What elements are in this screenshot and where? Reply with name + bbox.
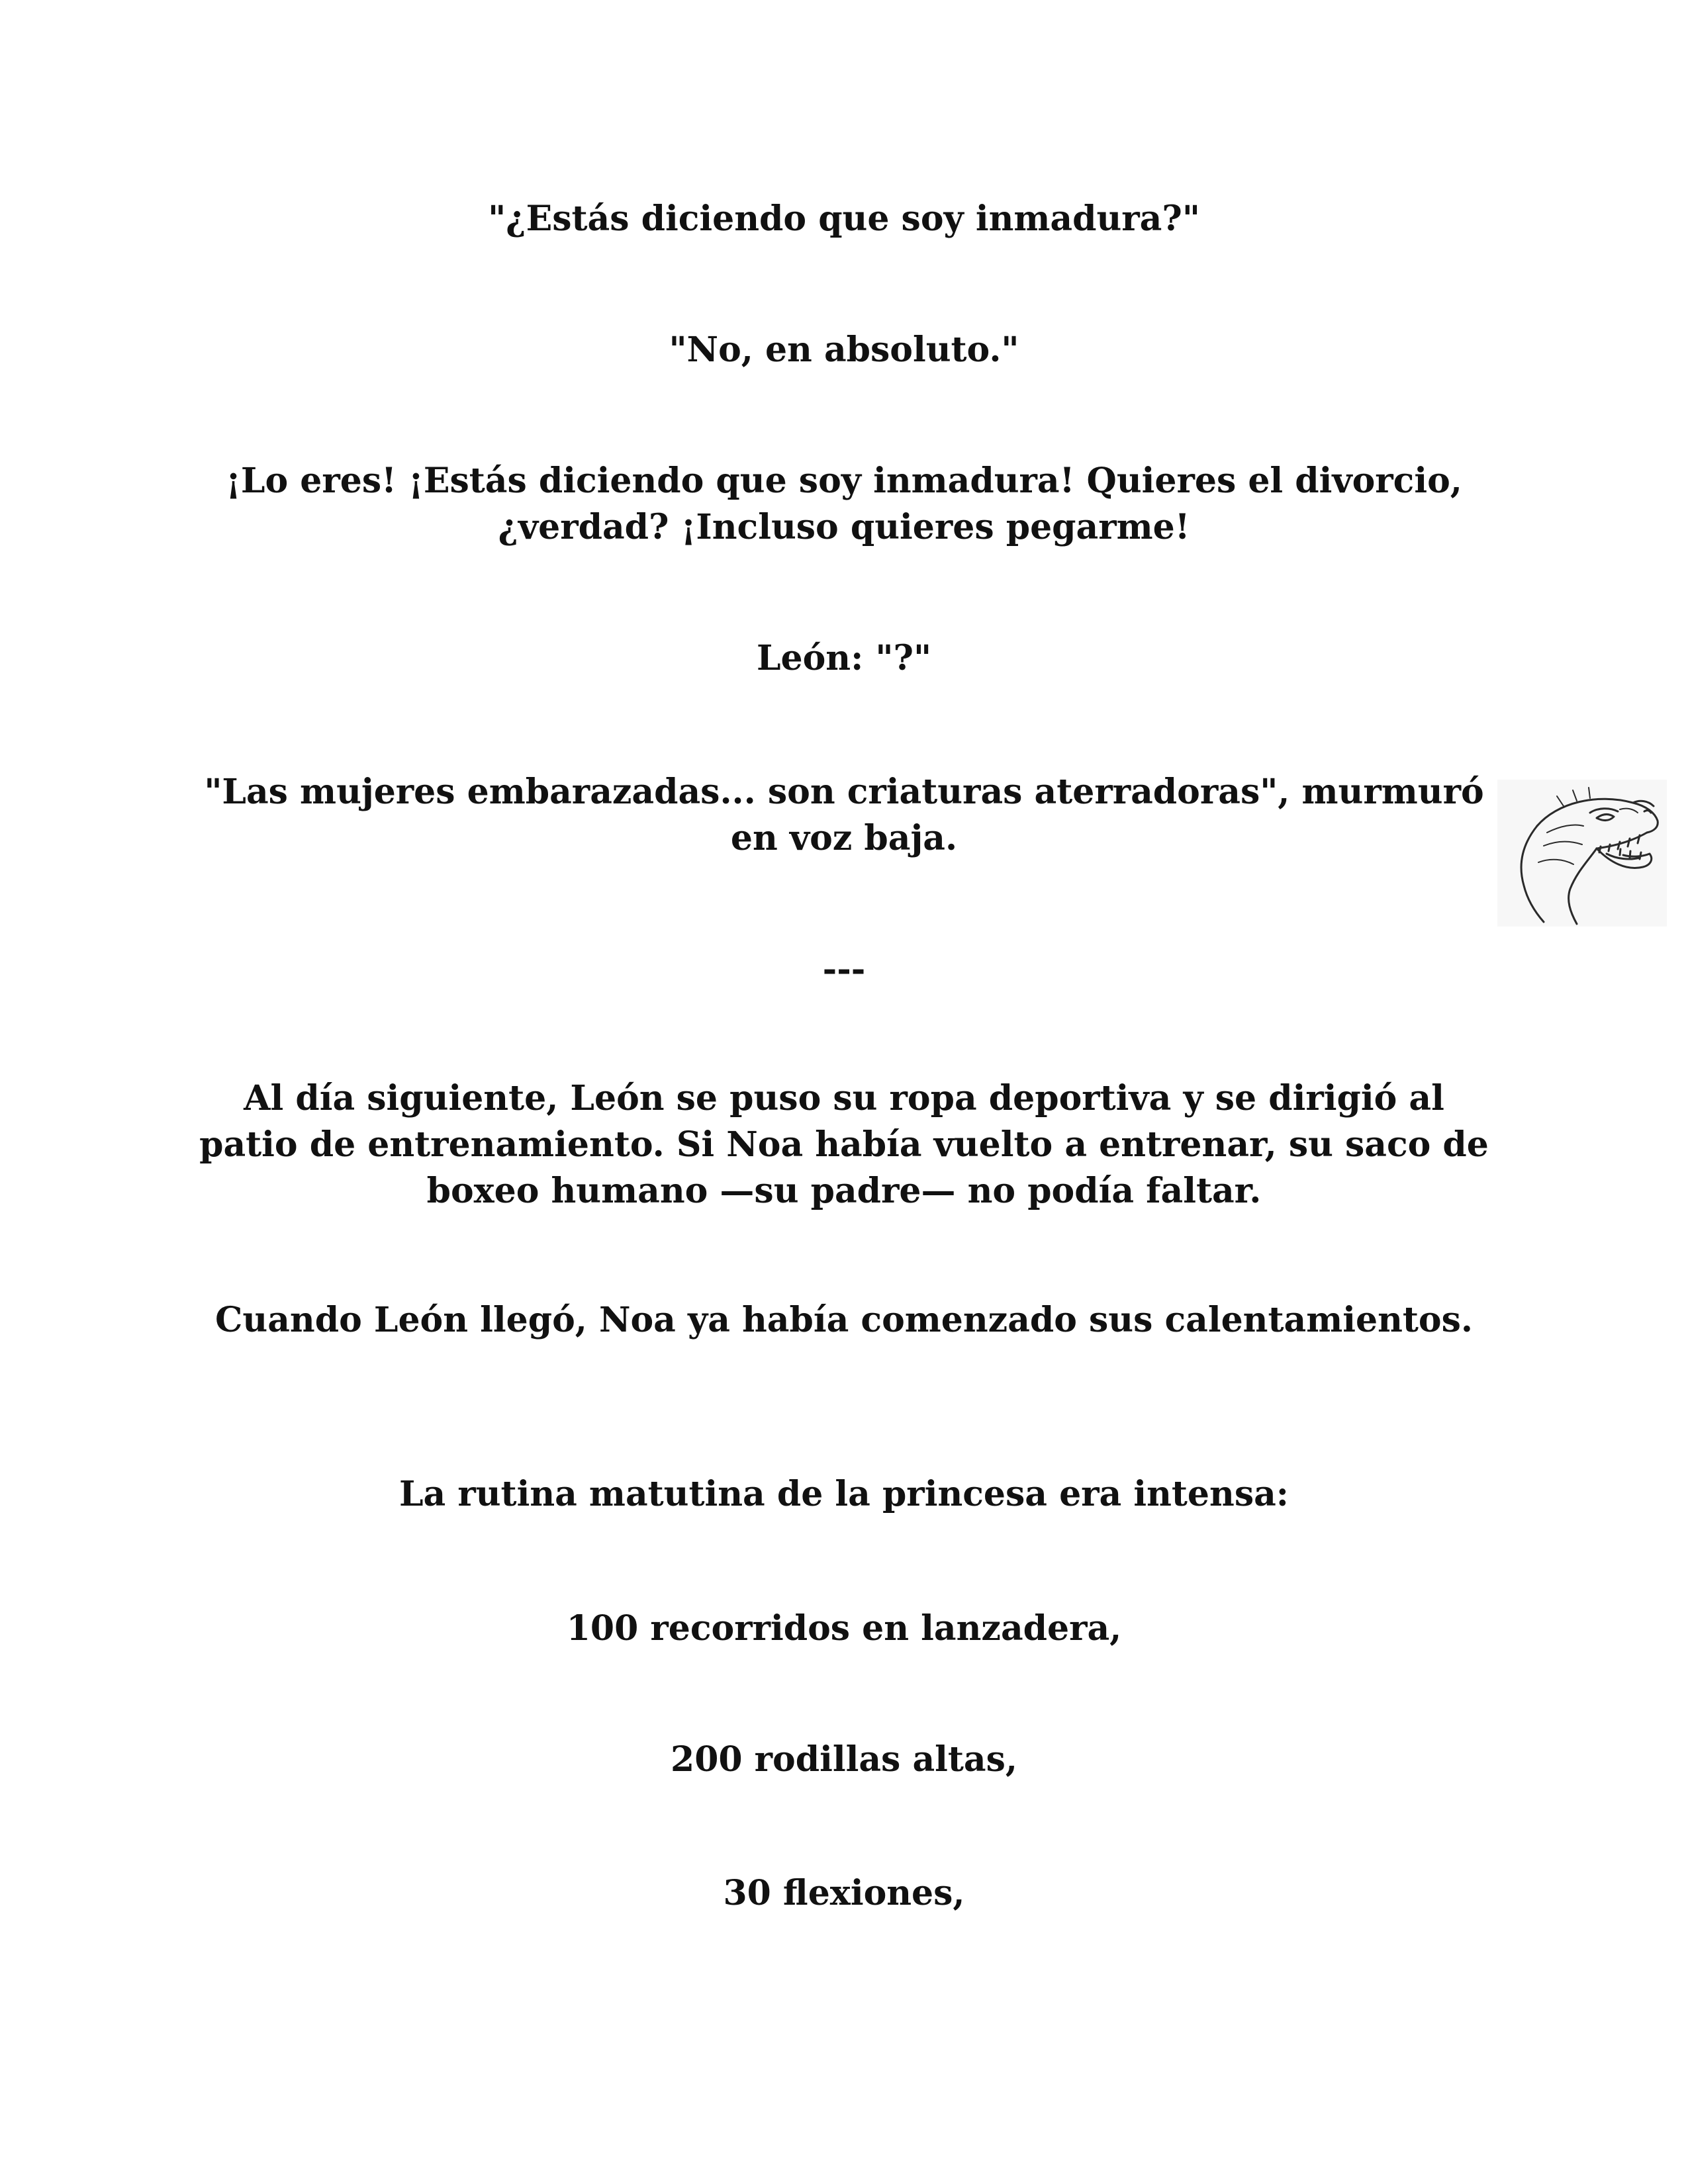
narrative-line: La rutina matutina de la princesa era intensa: <box>399 1474 1289 1514</box>
section-divider: --- <box>822 949 866 989</box>
narrative-paragraph: Al día siguiente, León se puso su ropa deportiva y se dirigió al patio de entrenamiento. Si Noa había vuelto a entrenar, su saco de boxeo humano —su padre— no podía faltar. <box>199 1078 1489 1211</box>
dialogue-line: León: "?" <box>756 638 932 678</box>
dinosaur-head-sketch-icon <box>1497 780 1667 927</box>
routine-item: 200 rodillas altas, <box>671 1739 1017 1780</box>
routine-item: 100 recorridos en lanzadera, <box>566 1608 1122 1649</box>
dialogue-line: "No, en absoluto." <box>669 330 1019 370</box>
dialogue-paragraph: ¡Lo eres! ¡Estás diciendo que soy inmadura! Quieres el divorcio, ¿verdad? ¡Incluso quieres pegarme! <box>226 461 1462 547</box>
narrative-paragraph: Cuando León llegó, Noa ya había comenzado sus calentamientos. <box>215 1300 1473 1340</box>
routine-item: 30 flexiones, <box>723 1873 965 1913</box>
dialogue-paragraph: "Las mujeres embarazadas... son criaturas aterradoras", murmuró en voz baja. <box>204 772 1484 858</box>
dialogue-line: "¿Estás diciendo que soy inmadura?" <box>488 199 1200 239</box>
